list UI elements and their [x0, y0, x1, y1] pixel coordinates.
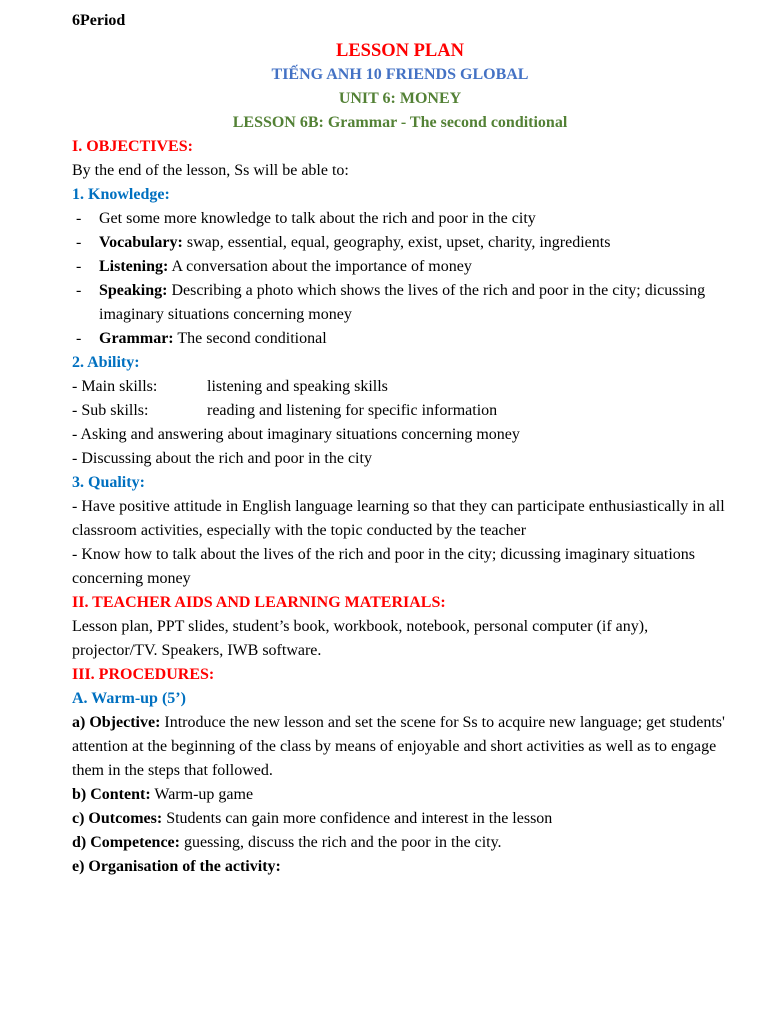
- objectives-heading: I. OBJECTIVES:: [72, 138, 193, 155]
- materials-text: Lesson plan, PPT slides, student’s book, workbook, notebook, personal computer (if any), projector/TV. Speakers, IWB software.: [72, 618, 649, 659]
- warmup-outcomes-label: c) Outcomes:: [72, 810, 163, 827]
- knowledge-item-label: Speaking:: [99, 282, 168, 299]
- warmup-competence-label: d) Competence:: [72, 834, 180, 851]
- sub-skills-value: reading and listening for specific information: [207, 402, 498, 419]
- warmup-content: [72, 783, 728, 807]
- sub-skills-label: - Sub skills:: [72, 402, 149, 419]
- ability-heading: 2. Ability:: [72, 354, 140, 371]
- ability-line: - Asking and answering about imaginary situations concerning money: [72, 426, 520, 443]
- period-label: 6Period: [72, 12, 126, 29]
- knowledge-item-label: Listening:: [99, 258, 169, 275]
- knowledge-list: [72, 207, 728, 351]
- knowledge-item-text: Get some more knowledge to talk about the rich and poor in the city: [99, 210, 536, 227]
- warmup-content-label: b) Content:: [72, 786, 151, 803]
- knowledge-item-text: swap, essential, equal, geography, exist, upset, charity, ingredients: [182, 234, 611, 251]
- knowledge-item-text: Describing a photo which shows the lives of the rich and poor in the city; dicussing imaginary situations concerning money: [99, 282, 706, 323]
- quality-paragraph: - Know how to talk about the lives of the rich and poor in the city; dicussing imaginary situations concerning money: [72, 546, 695, 587]
- warmup-objective-label: a) Objective:: [72, 714, 161, 731]
- main-skills-row: [72, 375, 728, 399]
- lesson-title: LESSON 6B: Grammar - The second conditional: [232, 114, 568, 131]
- ability-line: - Discussing about the rich and poor in the city: [72, 450, 372, 467]
- knowledge-item: [72, 231, 728, 255]
- course-title: TIẾNG ANH 10 FRIENDS GLOBAL: [271, 66, 529, 83]
- knowledge-item-label: Vocabulary:: [99, 234, 183, 251]
- procedures-heading: III. PROCEDURES:: [72, 666, 215, 683]
- warmup-organisation: [72, 855, 728, 879]
- knowledge-item-text: The second conditional: [173, 330, 327, 347]
- knowledge-item: [72, 255, 728, 279]
- main-skills-label: - Main skills:: [72, 378, 158, 395]
- knowledge-item-text: A conversation about the importance of money: [168, 258, 472, 275]
- knowledge-item: [72, 327, 728, 351]
- page-title: LESSON PLAN: [336, 41, 464, 61]
- bullet-dash: -: [76, 330, 82, 347]
- warmup-organisation-label: e) Organisation of the activity:: [72, 858, 281, 875]
- warmup-outcomes: [72, 807, 728, 831]
- knowledge-item: [72, 279, 728, 327]
- quality-heading: 3. Quality:: [72, 474, 145, 491]
- materials-heading: II. TEACHER AIDS AND LEARNING MATERIALS:: [72, 594, 446, 611]
- knowledge-heading: 1. Knowledge:: [72, 186, 170, 203]
- warmup-objective-text: Introduce the new lesson and set the scene for Ss to acquire new language; get students' attention at the beginning of the class by means of enjoyable and short activities as well as to engage them in the steps that followed.: [72, 714, 725, 779]
- quality-paragraph: - Have positive attitude in English language learning so that they can participate enthusiastically in all classroom activities, especially with the topic conducted by the teacher: [72, 498, 725, 539]
- bullet-dash: -: [76, 210, 82, 227]
- warmup-competence: [72, 831, 728, 855]
- bullet-dash: -: [76, 234, 82, 251]
- unit-title: UNIT 6: MONEY: [338, 90, 462, 107]
- bullet-dash: -: [76, 282, 82, 299]
- warmup-competence-text: guessing, discuss the rich and the poor in the city.: [179, 834, 502, 851]
- objectives-intro: By the end of the lesson, Ss will be able to:: [72, 162, 349, 179]
- knowledge-item: [72, 207, 728, 231]
- warmup-outcomes-text: Students can gain more confidence and interest in the lesson: [162, 810, 553, 827]
- sub-skills-row: [72, 399, 728, 423]
- knowledge-item-label: Grammar:: [99, 330, 174, 347]
- main-skills-value: listening and speaking skills: [207, 378, 388, 395]
- warmup-content-text: Warm-up game: [150, 786, 254, 803]
- warmup-objective: [72, 711, 728, 783]
- warmup-heading: A. Warm-up (5’): [72, 690, 186, 707]
- bullet-dash: -: [76, 258, 82, 275]
